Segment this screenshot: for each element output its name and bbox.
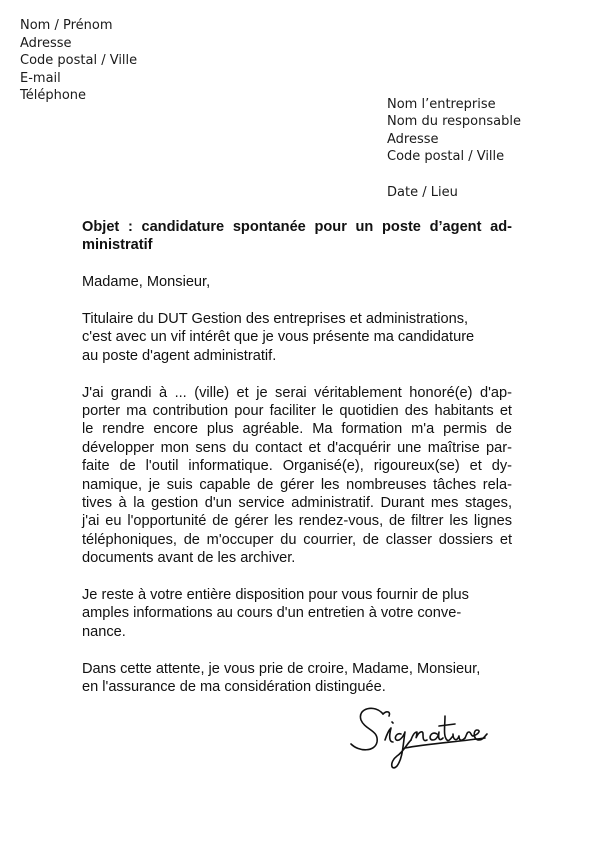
text-line: en l'assurance de ma considération distinguée. bbox=[82, 679, 386, 696]
text-line: namique, je suis capable de gérer les nombreuses tâches rela- bbox=[82, 476, 512, 493]
text-line: c'est avec un vif intérêt que je vous présente ma candidature bbox=[82, 329, 475, 346]
paragraph-3 bbox=[82, 586, 512, 641]
sender-address: Adresse bbox=[20, 35, 72, 51]
handwritten-signature bbox=[345, 700, 495, 775]
salutation: Madame, Monsieur, bbox=[82, 274, 211, 291]
subject-line: ministratif bbox=[82, 237, 153, 254]
text-line: amples informations au cours d'un entretien à votre conve- bbox=[82, 605, 462, 622]
subject bbox=[82, 218, 512, 255]
text-line: porter ma contribution pour faciliter le quotidien des habitants et bbox=[82, 403, 512, 420]
text-line: nance. bbox=[82, 623, 126, 640]
text-line: Titulaire du DUT Gestion des entreprises et administrations, bbox=[82, 311, 469, 327]
text-line: j'ai eu l'opportunité de gérer les rendez-vous, de filtrer les lignes bbox=[82, 513, 512, 530]
text-line: Je reste à votre entière disposition pour vous fournir de plus bbox=[82, 587, 469, 604]
text-line: documents avant de les archiver. bbox=[82, 550, 296, 567]
recipient-manager: Nom du responsable bbox=[387, 114, 521, 130]
recipient-postal-city: Code postal / Ville bbox=[387, 149, 505, 165]
subject-line: Objet : candidature spontanée pour un poste d’agent ad- bbox=[82, 219, 512, 235]
sender-name: Nom / Prénom bbox=[20, 18, 113, 33]
text-line: Dans cette attente, je vous prie de croire, Madame, Monsieur, bbox=[82, 660, 481, 677]
recipient-block bbox=[387, 96, 521, 166]
text-line: développer mon sens du contact et d'acquérir une maîtrise par- bbox=[82, 439, 512, 456]
letter-body bbox=[82, 218, 512, 696]
text-line: téléphoniques, de m'occuper du courrier, de classer dossiers et bbox=[82, 531, 512, 548]
sender-block bbox=[20, 17, 137, 105]
text-line: tives à la gestion d'un service administratif. Durant mes stages, bbox=[82, 495, 512, 512]
sender-phone: Téléphone bbox=[20, 88, 87, 104]
text-line: au poste d'agent administratif. bbox=[82, 347, 277, 364]
date-place: Date / Lieu bbox=[387, 185, 458, 200]
recipient-company: Nom l’entreprise bbox=[387, 97, 496, 112]
sender-email: E-mail bbox=[20, 70, 61, 86]
paragraph-2 bbox=[82, 384, 512, 568]
paragraph-1 bbox=[82, 310, 512, 365]
text-line: J'ai grandi à ... (ville) et je serai véritablement honoré(e) d'ap- bbox=[82, 384, 512, 401]
text-line: faite de l'outil informatique. Organisé(e), rigoureux(se) et dy- bbox=[82, 458, 512, 475]
text-line: le rendre encore plus agréable. Ma formation m'a permis de bbox=[82, 421, 512, 438]
paragraph-4 bbox=[82, 660, 512, 697]
sender-postal-city: Code postal / Ville bbox=[20, 53, 138, 69]
recipient-address: Adresse bbox=[387, 131, 439, 147]
